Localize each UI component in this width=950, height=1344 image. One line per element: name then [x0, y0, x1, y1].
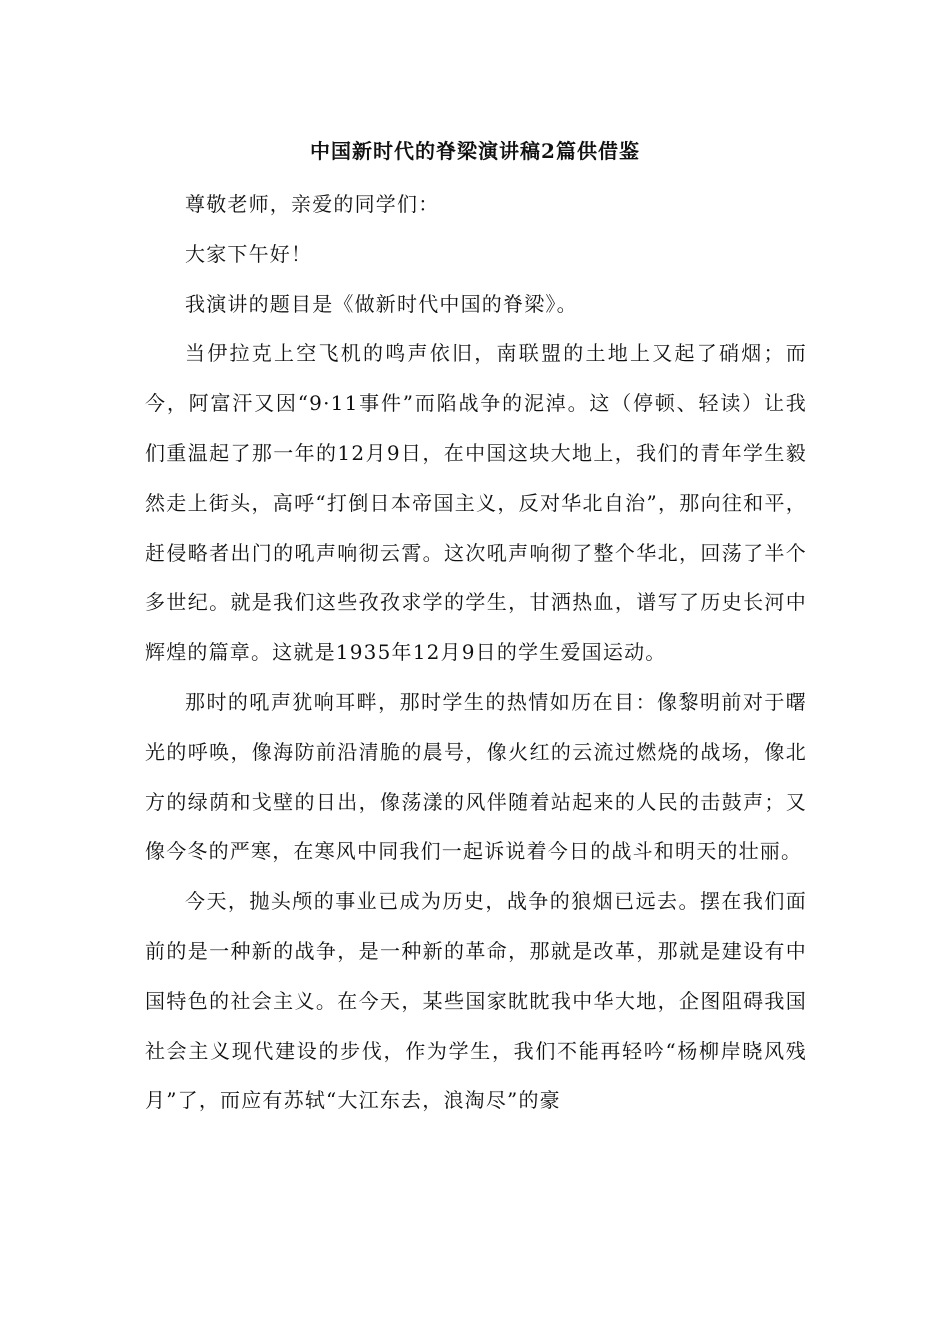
- body-paragraph: 当伊拉克上空飞机的鸣声依旧，南联盟的土地上又起了硝烟；而今，阿富汗又因“9·11事件”而陷战争的泥淖。这（停顿、轻读）让我们重温起了那一年的12月9日，在中国这块大地上，我们的青年学生毅然走上街头，高呼“打倒日本帝国主义，反对华北自治”，那向往和平，赶侵略者出门的吼声响彻云霄。这次吼声响彻了整个华北，回荡了半个多世纪。就是我们这些孜孜求学的学生，甘洒热血，谱写了历史长河中辉煌的篇章。这就是1935年12月9日的学生爱国运动。: [145, 341, 807, 665]
- body-paragraph: 今天，抛头颅的事业已成为历史，战争的狼烟已远去。摆在我们面前的是一种新的战争，是一种新的革命，那就是改革，那就是建设有中国特色的社会主义。在今天，某些国家眈眈我中华大地，企图阻碍我国社会主义现代建设的步伐，作为学生，我们不能再轻吟“杨柳岸晓风残月”了，而应有苏轼“大江东去，浪淘尽”的豪: [145, 889, 807, 1113]
- document-body: [145, 180, 807, 1126]
- document-title: 中国新时代的脊梁演讲稿2篇供借鉴: [310, 139, 640, 163]
- topic-paragraph: 我演讲的题目是《做新时代中国的脊梁》。: [185, 291, 578, 316]
- salutation-paragraph: 大家下午好！: [185, 241, 313, 266]
- greeting-paragraph: 尊敬老师，亲爱的同学们：: [185, 192, 440, 216]
- body-paragraph: 那时的吼声犹响耳畔，那时学生的热情如历在目：像黎明前对于曙光的呼唤，像海防前沿清脆的晨号，像火红的云流过燃烧的战场，像北方的绿荫和戈壁的日出，像荡漾的风伴随着站起来的人民的击鼓声；又像今冬的严寒，在寒风中同我们一起诉说着今日的战斗和明天的壮丽。: [145, 689, 807, 864]
